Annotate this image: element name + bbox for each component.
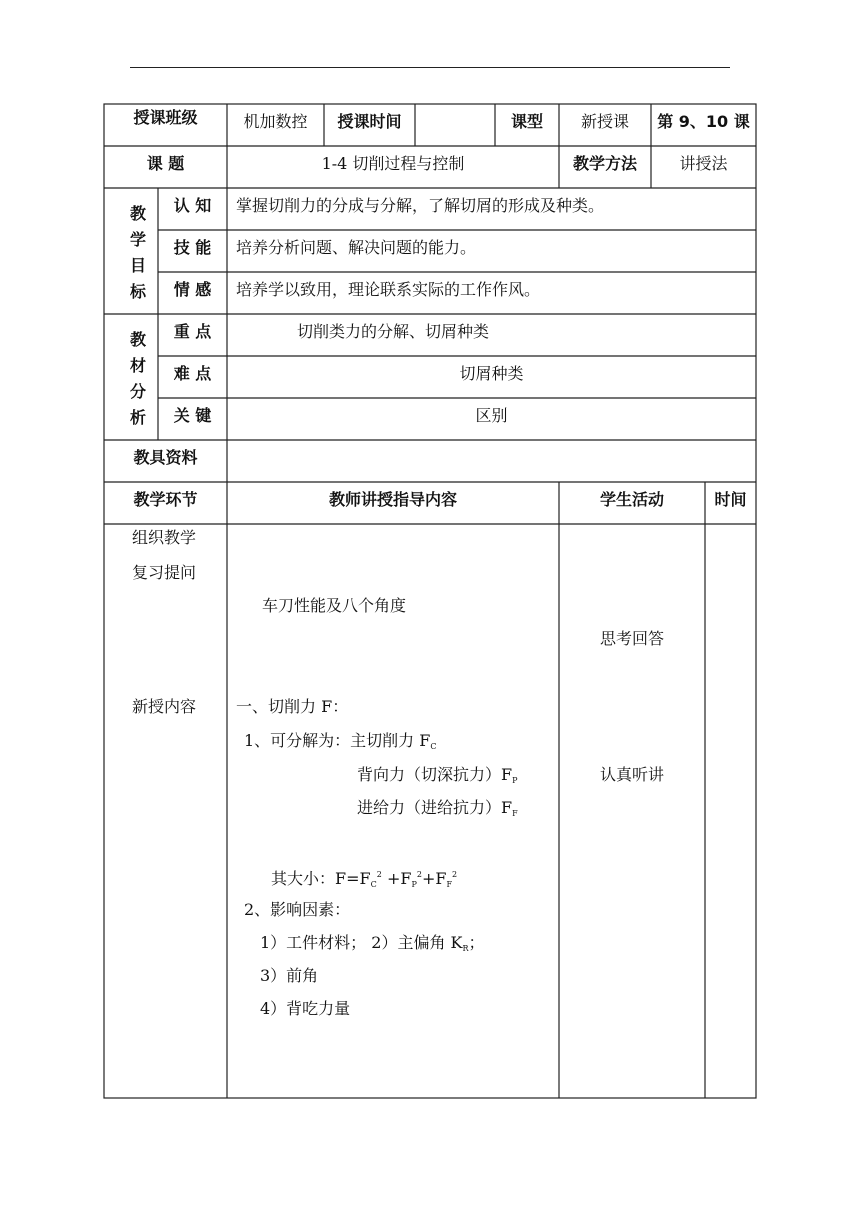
review-text: 车刀性能及八个角度 [262, 596, 407, 615]
goal-cognition-label: 认 知 [173, 196, 212, 215]
stage-organize: 组织教学 [132, 528, 197, 547]
key-text: 区别 [475, 406, 508, 425]
goal-emotion-label: 情 感 [173, 280, 212, 299]
type-value: 新授课 [580, 112, 629, 131]
topic-label: 课 题 [146, 154, 185, 173]
goal-cognition-text: 掌握切削力的分成与分解，了解切屑的形成及种类。 [236, 196, 605, 215]
analysis-group-label: 教 材 分 析 [129, 330, 146, 427]
topic-value: 1-4 切削过程与控制 [321, 154, 465, 173]
key-point-text: 切削类力的分解、切屑种类 [296, 322, 489, 341]
time-label: 授课时间 [337, 112, 402, 131]
method-label: 教学方法 [572, 154, 637, 173]
goal-emotion-text: 培养学以致用，理论联系实际的工作作风。 [236, 280, 541, 299]
factor-rake-angle: 3）前角 [260, 966, 319, 985]
difficulty-label: 难 点 [173, 364, 212, 383]
type-label: 课型 [510, 112, 543, 131]
goal-skill-label: 技 能 [173, 238, 212, 257]
key-point-label: 重 点 [173, 322, 212, 341]
decompose-feed-force: 进给力（进给抗力）$F_F$ [357, 798, 518, 818]
stage-header: 教学环节 [133, 490, 198, 509]
stage-review: 复习提问 [132, 563, 197, 582]
force-magnitude-formula: 其大小：$F=F_C^2 +F_P^2+F_F^2$ [271, 869, 458, 889]
decompose-back-force: 背向力（切深抗力）$F_P$ [357, 765, 518, 785]
goals-group-label: 教 学 目 标 [129, 204, 146, 301]
method-value: 讲授法 [679, 154, 728, 173]
section-cutting-force: 一、切削力 F： [236, 697, 349, 716]
tools-label: 教具资料 [133, 448, 198, 467]
goal-skill-text: 培养分析问题、解决问题的能力。 [236, 238, 477, 257]
influence-factors-title: 2、影响因素： [244, 900, 351, 919]
key-label: 关 键 [173, 406, 212, 425]
student-activity-think: 思考回答 [599, 629, 664, 648]
difficulty-text: 切屑种类 [459, 364, 524, 383]
class-value: 机加数控 [243, 112, 308, 131]
factor-material-angle: 1）工件材料； 2）主偏角 $K_R$； [260, 933, 485, 953]
decompose-main-force: 1、可分解为：主切削力 $F_C$ [244, 731, 437, 751]
factor-depth: 4）背吃力量 [260, 999, 351, 1018]
content-header: 教师讲授指导内容 [328, 490, 457, 509]
student-header: 学生活动 [599, 490, 664, 509]
class-label: 授课班级 [133, 108, 198, 127]
stage-new-content: 新授内容 [132, 697, 197, 716]
student-activity-listen: 认真听讲 [599, 765, 664, 784]
lesson-number: 第 9、10 课 [657, 112, 750, 131]
time-header: 时间 [714, 490, 747, 509]
